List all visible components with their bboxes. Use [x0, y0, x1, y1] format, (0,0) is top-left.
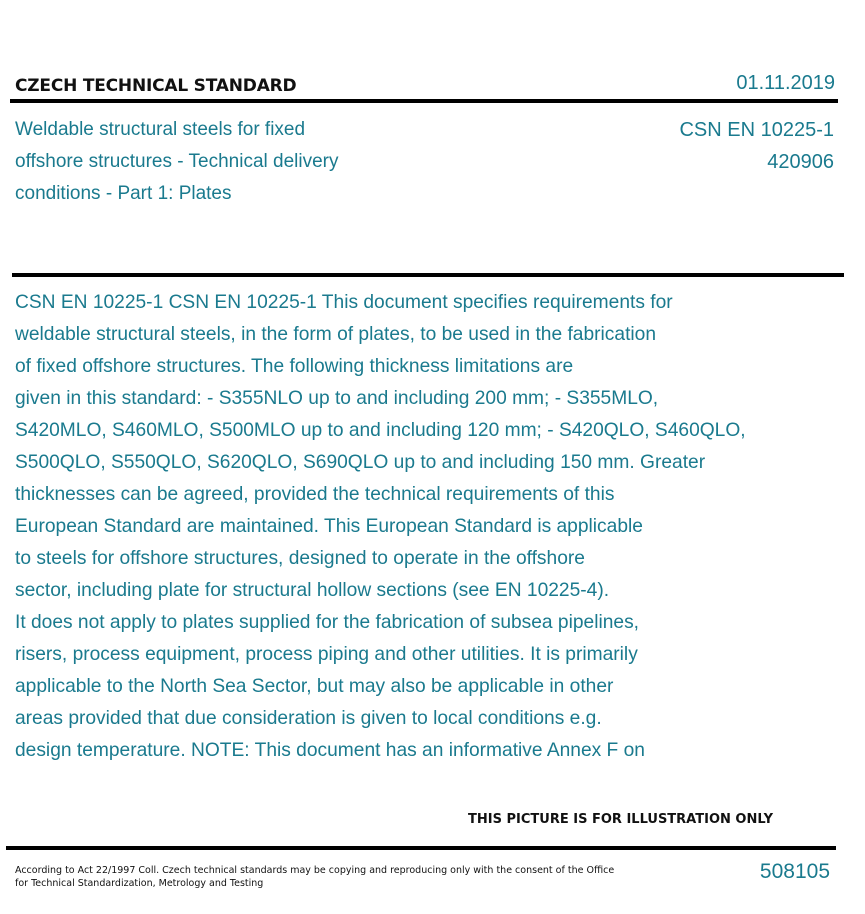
document-type-label: CZECH TECHNICAL STANDARD: [15, 76, 297, 96]
standard-code: CSN EN 10225-1: [679, 119, 834, 141]
abstract-line: applicable to the North Sea Sector, but may also be applicable in other: [15, 676, 614, 697]
abstract-line: of fixed offshore structures. The following thickness limitations are: [15, 356, 574, 377]
abstract-line: thicknesses can be agreed, provided the technical requirements of this: [15, 484, 615, 505]
abstract-line: to steels for offshore structures, designed to operate in the offshore: [15, 548, 585, 569]
title-line: conditions - Part 1: Plates: [15, 183, 232, 204]
illustration-disclaimer: THIS PICTURE IS FOR ILLUSTRATION ONLY: [468, 812, 773, 827]
abstract-line: areas provided that due consideration is given to local conditions e.g.: [15, 708, 602, 729]
header-divider: [10, 99, 838, 103]
abstract-line: European Standard are maintained. This European Standard is applicable: [15, 516, 643, 537]
abstract-line: CSN EN 10225-1 CSN EN 10225-1 This document specifies requirements for: [15, 292, 673, 313]
copyright-line: According to Act 22/1997 Coll. Czech technical standards may be copying and reproducing only with the consent of the Office: [15, 865, 615, 876]
footer-divider: [6, 846, 836, 850]
catalog-number: 508105: [759, 860, 830, 883]
title-divider: [12, 273, 844, 277]
abstract-line: S420MLO, S460MLO, S500MLO up to and including 120 mm; - S420QLO, S460QLO,: [15, 420, 746, 441]
standard-codes: [679, 114, 834, 178]
copyright-notice: [15, 864, 614, 890]
abstract-line: risers, process equipment, process piping and other utilities. It is primarily: [15, 644, 638, 665]
abstract-line: S500QLO, S550QLO, S620QLO, S690QLO up to and including 150 mm. Greater: [15, 452, 706, 473]
title-line: Weldable structural steels for fixed: [15, 119, 306, 140]
abstract-text: [15, 287, 845, 767]
abstract-line: It does not apply to plates supplied for the fabrication of subsea pipelines,: [15, 612, 639, 633]
publication-date: 01.11.2019: [736, 72, 835, 94]
title-line: offshore structures - Technical delivery: [15, 151, 339, 172]
classification-code: 420906: [767, 151, 834, 173]
abstract-line: given in this standard: - S355NLO up to and including 200 mm; - S355MLO,: [15, 388, 659, 409]
abstract-line: sector, including plate for structural hollow sections (see EN 10225-4).: [15, 580, 610, 601]
copyright-line: for Technical Standardization, Metrology and Testing: [15, 878, 264, 889]
abstract-line: weldable structural steels, in the form of plates, to be used in the fabrication: [15, 324, 657, 345]
document-title: [15, 114, 415, 210]
abstract-line: design temperature. NOTE: This document has an informative Annex F on: [15, 740, 645, 761]
